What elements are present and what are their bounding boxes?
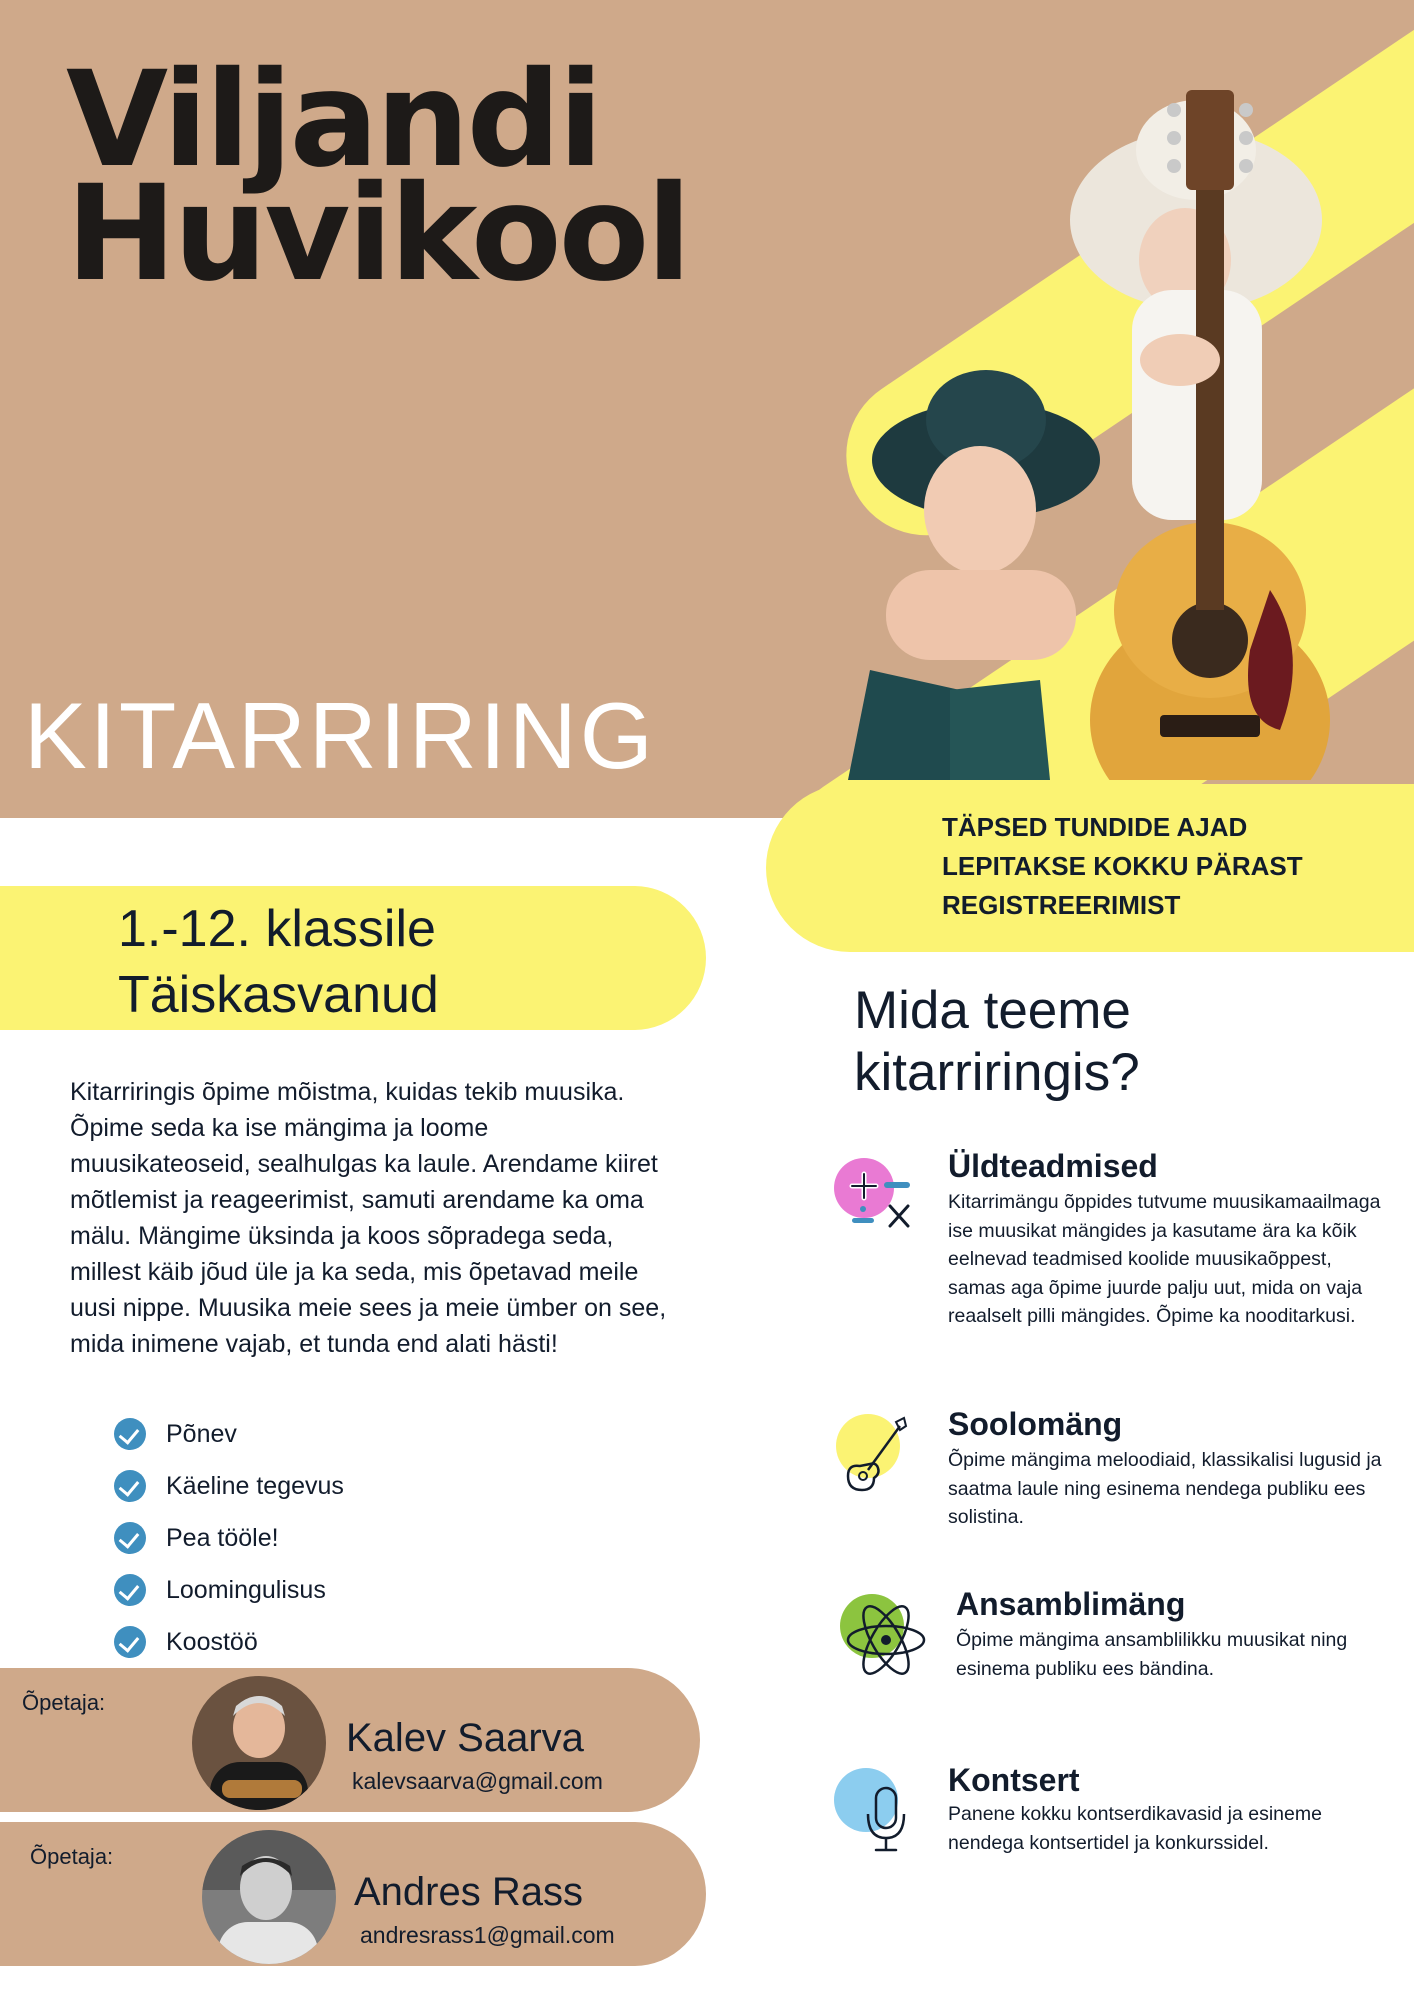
benefits-list xyxy=(114,1408,344,1668)
atom-icon xyxy=(838,1592,930,1684)
activity-text: Õpime mängima meloodiaid, klassikalisi lugusid ja saatma laule ning esinema nendega publiku ees solistina. xyxy=(948,1449,1382,1528)
activity-title: Ansamblimäng xyxy=(956,1586,1186,1622)
checkmark-icon xyxy=(114,1522,146,1554)
list-item xyxy=(114,1616,344,1668)
teacher-email[interactable]: andresrass1@gmail.com xyxy=(360,1922,615,1948)
intro-paragraph: Kitarriringis õpime mõistma, kuidas tekib muusika. Õpime seda ka ise mängima ja loome muusikateoseid, sealhulgas ka laule. Arendame kiiret mõtlemist ja reageerimist, samuti arendame ka oma mälu. Mängime üksinda ja koos sõpradega seda, millest käib jõud üle ja ka seda, mis õpetavad meile uusi nippe. Muusika meie sees ja meie ümber on see, mida inimene vajab, et tunda end alati hästi! xyxy=(70,1078,667,1358)
header-band xyxy=(0,0,1414,818)
teacher-name: Kalev Saarva xyxy=(346,1716,584,1760)
teacher-role: Õpetaja: xyxy=(30,1844,114,1869)
guitar-icon xyxy=(830,1410,922,1502)
activity-text: Kitarrimängu õppides tutvume muusikamaailmaga ise muusikat mängides ja kasutame ära ka kõik eelnevad teadmised koolide muusikaõppest, samas aga õpime juurde palju uut, mida on vaja reaalselt pilli mängides. Õpime ka nooditarkusi. xyxy=(948,1191,1381,1327)
activity-title: Soolomäng xyxy=(948,1406,1123,1442)
activity-title: Kontsert xyxy=(948,1762,1080,1798)
list-item xyxy=(114,1564,344,1616)
audience-line-1: 1.-12. klassile xyxy=(118,900,436,958)
logo-line-2: Huvikool xyxy=(66,156,689,311)
list-item xyxy=(114,1460,344,1512)
audience-text xyxy=(118,896,439,1028)
teacher-role: Õpetaja: xyxy=(22,1690,106,1715)
audience-line-2: Täiskasvanud xyxy=(118,966,439,1024)
list-item-label: Loomingulisus xyxy=(166,1575,326,1604)
checkmark-icon xyxy=(114,1470,146,1502)
checkmark-icon xyxy=(114,1574,146,1606)
microphone-icon xyxy=(830,1766,922,1858)
list-item-label: Pea tööle! xyxy=(166,1523,279,1552)
teacher-name: Andres Rass xyxy=(354,1870,583,1914)
school-logo xyxy=(66,43,689,311)
schedule-notice-text: TÄPSED TUNDIDE AJAD LEPITAKSE KOKKU PÄRAST REGISTREERIMIST xyxy=(942,812,1303,920)
list-item-label: Koostöö xyxy=(166,1627,258,1656)
activity-text: Panene kokku kontserdikavasid ja esineme nendega kontsertidel ja konkurssidel. xyxy=(948,1803,1322,1854)
logo-line-1: Viljandi xyxy=(66,43,601,197)
list-item xyxy=(114,1408,344,1460)
list-item xyxy=(114,1512,344,1564)
checkmark-icon xyxy=(114,1626,146,1658)
activities-heading: Mida teeme kitarriringis? xyxy=(854,981,1140,1102)
math-symbols-icon xyxy=(830,1152,922,1244)
kids-with-guitar-image xyxy=(840,90,1400,780)
activity-title: Üldteadmised xyxy=(948,1148,1158,1184)
activity-text: Õpime mängima ansamblilikku muusikat ning esinema publiku ees bändina. xyxy=(956,1629,1348,1680)
list-item-label: Käeline tegevus xyxy=(166,1471,344,1500)
teacher-avatar xyxy=(202,1830,336,1964)
teacher-avatar xyxy=(192,1676,326,1810)
checkmark-icon xyxy=(114,1418,146,1450)
list-item-label: Põnev xyxy=(166,1419,237,1448)
page-title: KITARRIRING xyxy=(24,683,656,788)
teacher-email[interactable]: kalevsaarva@gmail.com xyxy=(352,1768,603,1794)
